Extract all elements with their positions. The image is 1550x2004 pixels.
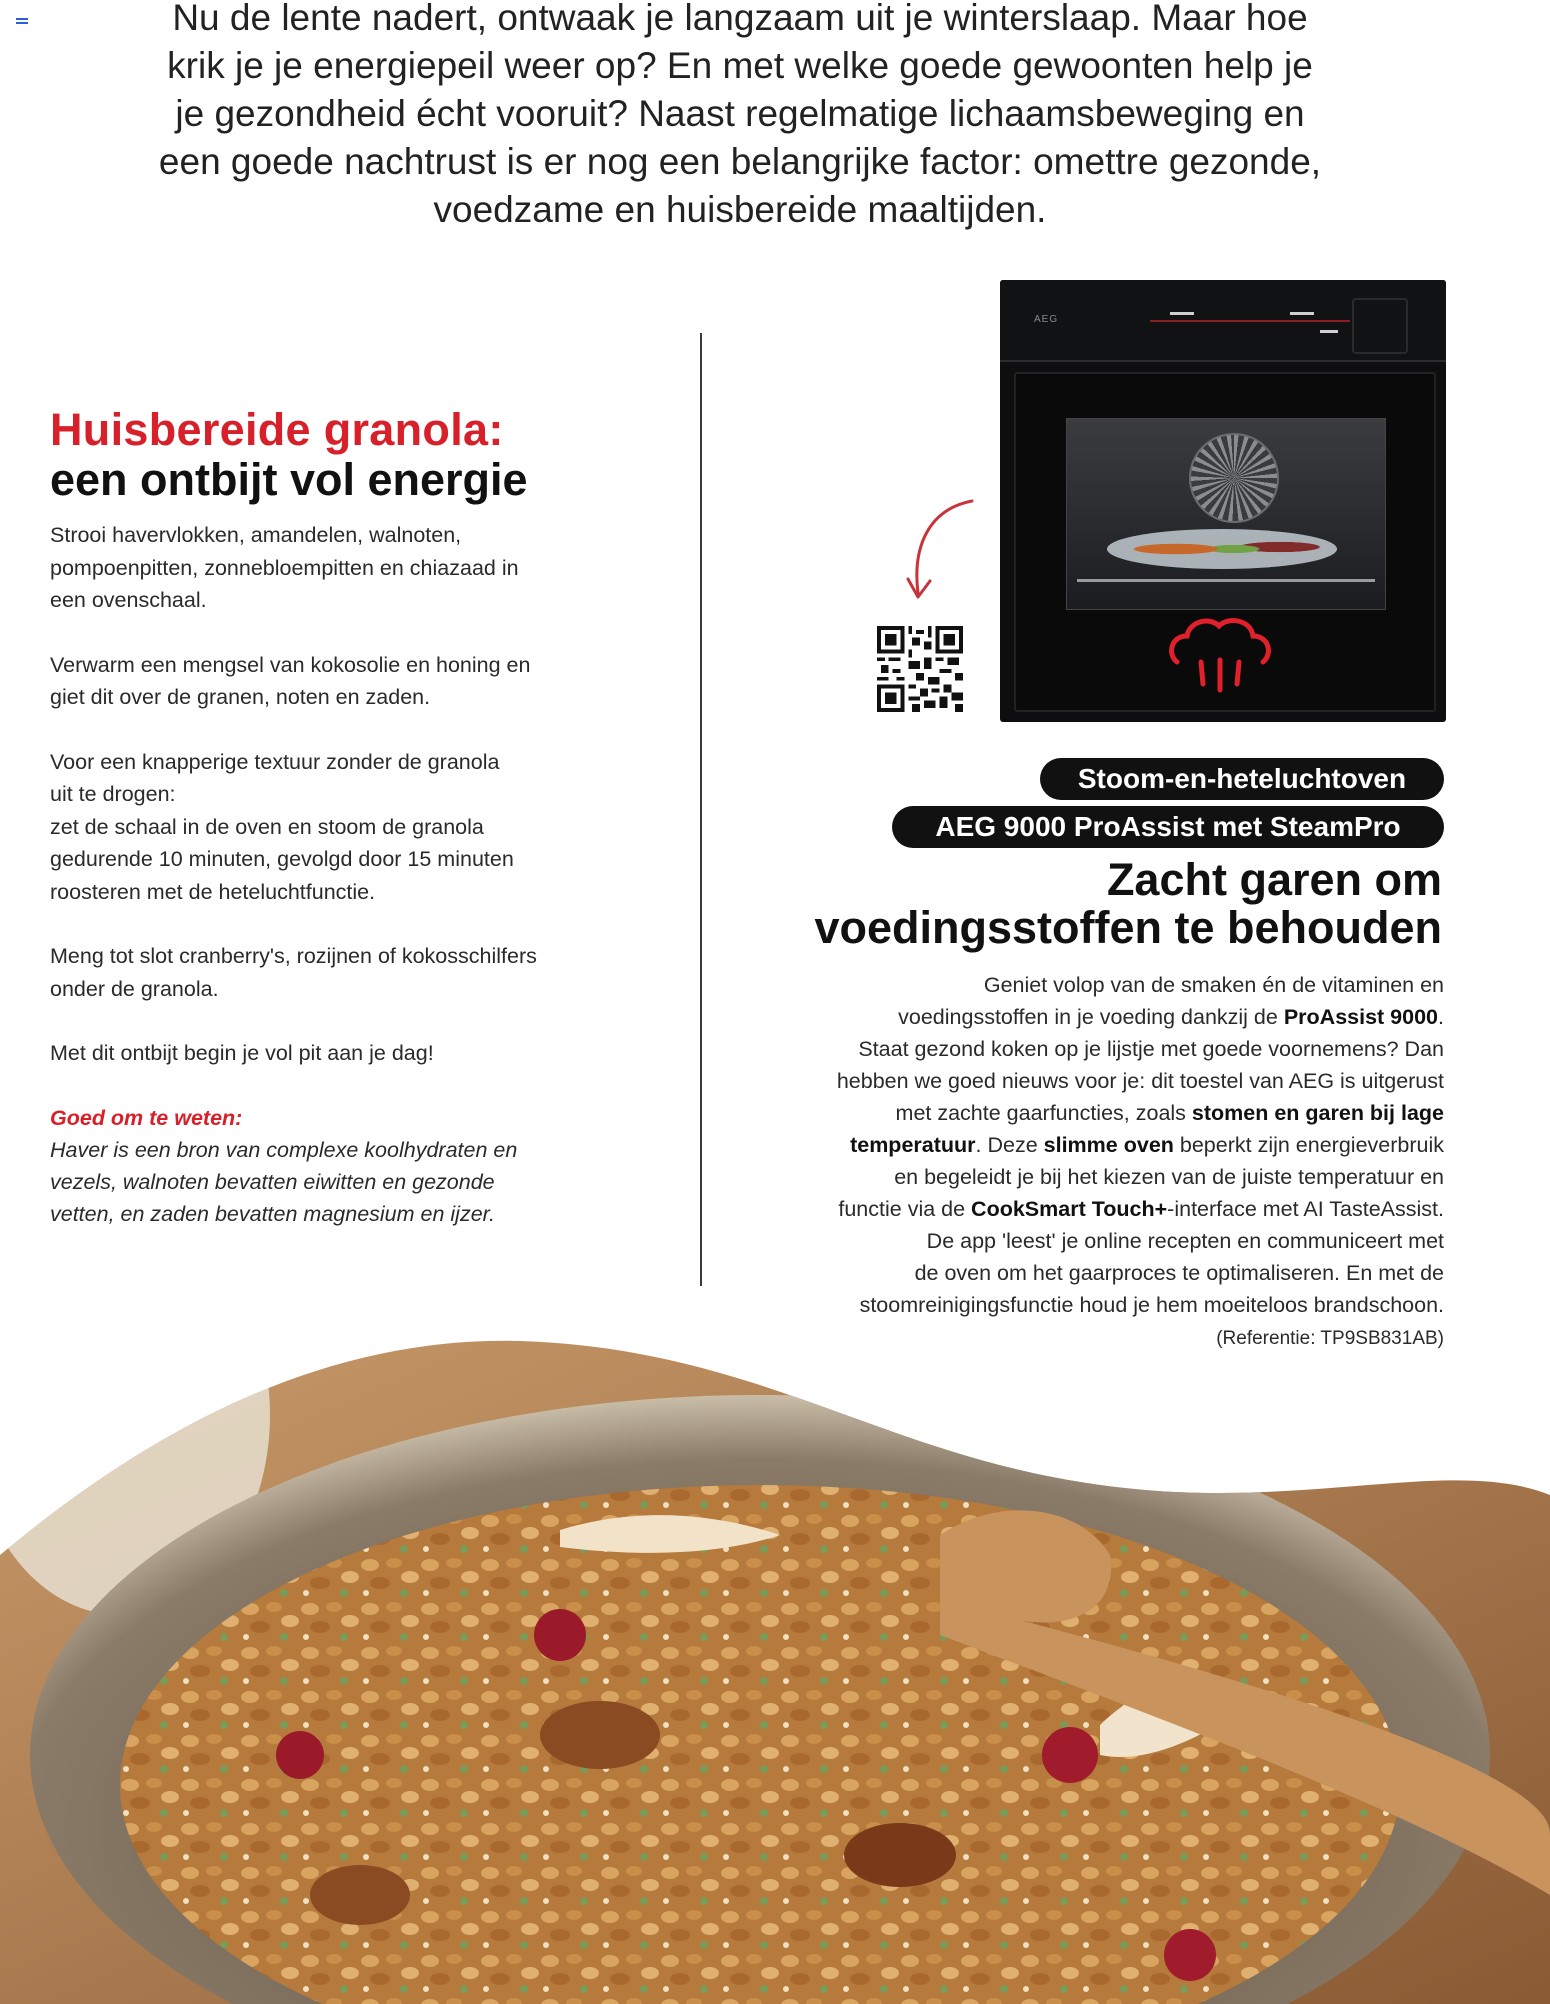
- text-line: Strooi havervlokken, amandelen, walnoten,: [50, 523, 462, 547]
- oven-description: [740, 969, 1444, 1321]
- oven-rack: [1077, 579, 1375, 582]
- text-line: vetten, en zaden bevatten magnesium en ijzer.: [50, 1201, 496, 1226]
- text-line: Verwarm een mengsel van kokosolie en honing en: [50, 652, 531, 677]
- oven-headline: [740, 856, 1442, 952]
- arrow-icon: [900, 495, 980, 605]
- granola-recipe: [50, 405, 600, 1230]
- intro-line: krik je je energiepeil weer op? En met welke goede gewoonten help je: [167, 45, 1313, 86]
- tip-title: Goed om te weten:: [50, 1105, 243, 1130]
- text-line: pompoenpitten, zonnebloempitten en chiazaad in: [50, 555, 519, 580]
- text-line: onder de granola.: [50, 976, 219, 1001]
- text-segment: voedingsstoffen in je voeding dankzij de: [898, 1005, 1284, 1029]
- text-line: Haver is een bron van complexe koolhydraten en: [50, 1137, 518, 1162]
- text-line: zet de schaal in de oven en stoom de granola: [50, 814, 484, 839]
- text-line: uit te drogen:: [50, 782, 176, 806]
- recipe-step-2: [50, 649, 600, 714]
- product-name-badge: AEG 9000 ProAssist met SteamPro: [892, 806, 1444, 848]
- text-line: gedurende 10 minuten, gevolgd door 15 minuten: [50, 847, 514, 871]
- intro-line: een goede nachtrust is er nog een belangrijke factor: omettre gezonde,: [158, 141, 1322, 182]
- text-line: hebben we goed nieuws voor je: dit toestel van AEG is uitgerust: [836, 1069, 1444, 1093]
- text-segment: . Deze: [975, 1133, 1044, 1157]
- recipe-step-4: [50, 940, 600, 1005]
- text-segment: met zachte gaarfuncties, zoals: [895, 1101, 1192, 1125]
- recipe-step-3: [50, 746, 600, 909]
- granola-bowl-photo: [0, 1335, 1550, 2004]
- recipe-subtitle: een ontbijt vol energie: [50, 454, 528, 505]
- text-line: [740, 1001, 1444, 1033]
- steam-icon: [1165, 614, 1275, 696]
- text-line: Geniet volop van de smaken én de vitaminen en: [983, 973, 1444, 997]
- recipe-closing: Met dit ontbijt begin je vol pit aan je dag!: [50, 1041, 434, 1065]
- intro-text: [110, 0, 1370, 234]
- text-line: Staat gezond koken op je lijstje met goede voornemens? Dan: [858, 1037, 1444, 1061]
- text-line: giet dit over de granen, noten en zaden.: [50, 685, 431, 709]
- oven-logo: AEG: [1034, 314, 1059, 325]
- text-bold: temperatuur: [850, 1133, 976, 1157]
- headline-line: voedingsstoffen te behouden: [814, 902, 1442, 953]
- headline-line: Zacht garen om: [1106, 854, 1442, 905]
- text-line: [740, 1129, 1444, 1161]
- oven-display: [1150, 306, 1360, 336]
- tip-text: [50, 1134, 600, 1230]
- text-line: de oven om het gaarproces te optimaliseren. En met de: [914, 1261, 1444, 1285]
- text-bold: stomen en garen bij lage: [1191, 1101, 1444, 1125]
- recipe-step-1: [50, 519, 600, 617]
- text-line: een ovenschaal.: [50, 588, 207, 612]
- text-line: [740, 1097, 1444, 1129]
- text-segment: -interface met AI TasteAssist.: [1167, 1197, 1444, 1221]
- text-segment: .: [1438, 1005, 1444, 1029]
- oven-cavity: [1066, 418, 1386, 610]
- text-line: vezels, walnoten bevatten eiwitten en gezonde: [50, 1169, 495, 1194]
- intro-line: voedzame en huisbereide maaltijden.: [433, 189, 1047, 230]
- food-tray: [1107, 529, 1337, 569]
- text-line: De app 'leest' je online recepten en communiceert met: [926, 1229, 1444, 1253]
- text-bold: ProAssist 9000: [1283, 1005, 1439, 1029]
- text-bold: CookSmart Touch+: [971, 1197, 1168, 1221]
- text-segment: beperkt zijn energieverbruik: [1173, 1133, 1444, 1157]
- intro-line: Nu de lente nadert, ontwaak je langzaam uit je winterslaap. Maar hoe: [172, 0, 1308, 38]
- fan-icon: [1189, 433, 1279, 523]
- oven-knob: [1352, 298, 1408, 354]
- qr-code-icon[interactable]: [876, 626, 964, 712]
- oven-control-panel: [1000, 280, 1446, 362]
- text-line: en begeleidt je bij het kiezen van de juiste temperatuur en: [894, 1165, 1444, 1189]
- text-line: stoomreinigingsfunctie houd je hem moeiteloos brandschoon.: [859, 1293, 1444, 1317]
- menu-icon[interactable]: [16, 18, 28, 26]
- text-segment: functie via de: [838, 1197, 972, 1221]
- text-line: roosteren met de heteluchtfunctie.: [50, 879, 376, 904]
- column-divider: [700, 333, 702, 1286]
- intro-line: je gezondheid écht vooruit? Naast regelmatige lichaamsbeweging en: [175, 93, 1305, 134]
- product-category-badge: Stoom-en-heteluchtoven: [1040, 758, 1444, 800]
- text-line: Voor een knapperige textuur zonder de granola: [50, 749, 500, 774]
- product-reference: (Referentie: TP9SB831AB): [1216, 1328, 1444, 1349]
- text-line: [740, 1193, 1444, 1225]
- text-line: Meng tot slot cranberry's, rozijnen of kokosschilfers: [50, 944, 537, 968]
- recipe-title: Huisbereide granola:: [50, 404, 504, 455]
- text-bold: slimme oven: [1043, 1133, 1174, 1157]
